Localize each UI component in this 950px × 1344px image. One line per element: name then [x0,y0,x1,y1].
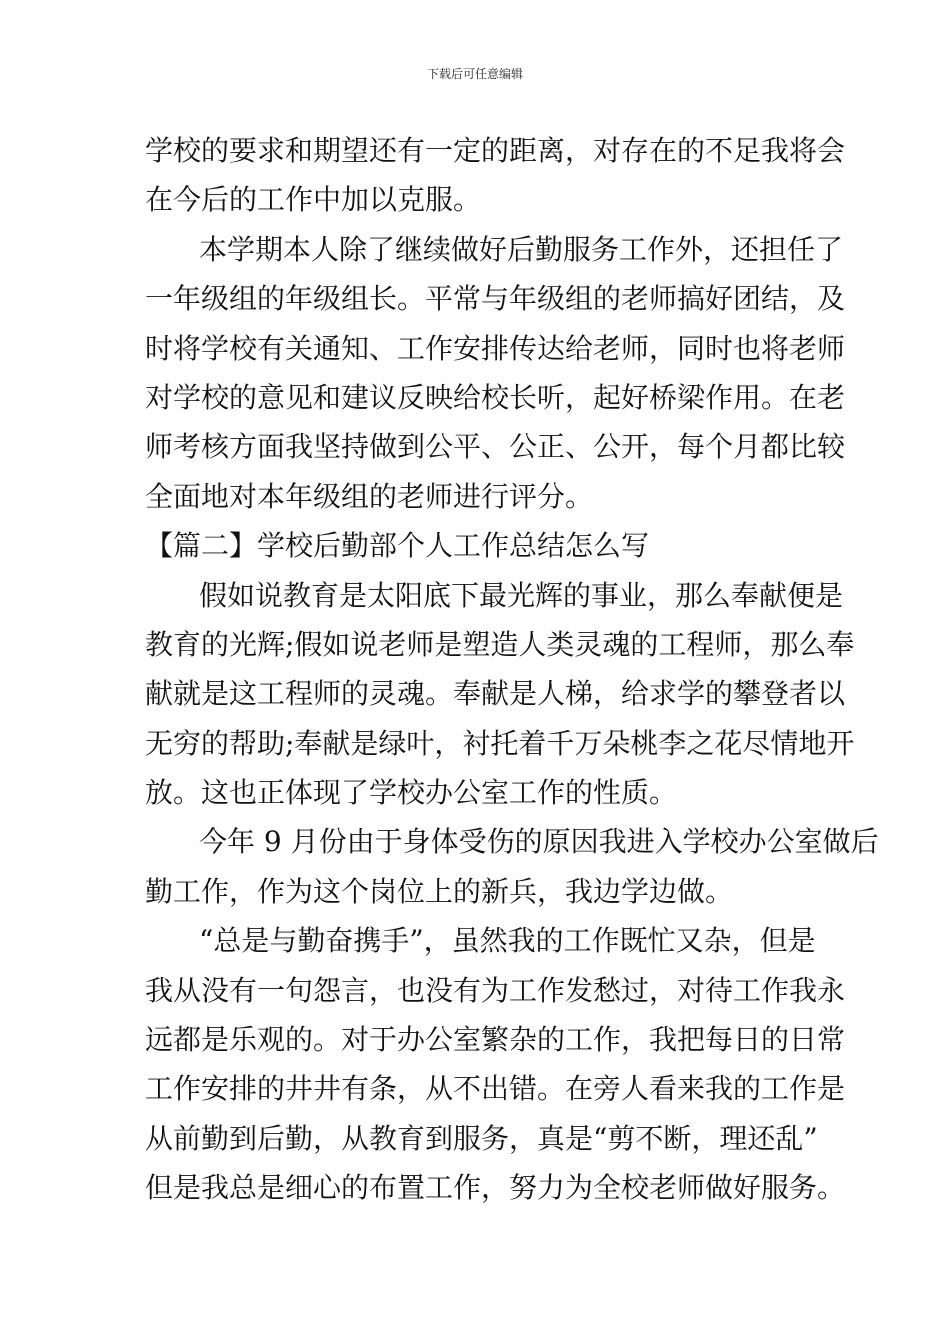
document-body [145,126,879,1213]
text-line: 远都是乐观的。对于办公室繁杂的工作，我把每日的日常 [145,1023,846,1057]
text-line: “总是与勤奋携手”，虽然我的工作既忙又杂，但是 [199,924,816,958]
text-line: 今年 9 月份由于身体受伤的原因我进入学校办公室做后 [199,825,879,859]
text-line: 无穷的帮助;奉献是绿叶，衬托着千万朵桃李之花尽情地开 [145,726,855,760]
text-line: 对学校的意见和建议反映给校长听，起好桥梁作用。在老 [145,380,846,414]
text-line: 教育的光辉;假如说老师是塑造人类灵魂的工程师，那么奉 [145,627,855,661]
page-header-note: 下载后可任意编辑 [426,67,523,81]
text-line: 一年级组的年级组长。平常与年级组的老师搞好团结，及 [145,282,846,316]
text-line: 【篇二】学校后勤部个人工作总结怎么写 [145,529,650,563]
text-line: 放。这也正体现了学校办公室工作的性质。 [145,776,678,810]
text-line: 工作安排的井井有条，从不出错。在旁人看来我的工作是 [145,1072,846,1106]
text-line: 我从没有一句怨言，也没有为工作发愁过，对待工作我永 [145,973,846,1007]
text-line: 时将学校有关通知、工作安排传达给老师，同时也将老师 [145,331,846,365]
text-line: 在今后的工作中加以克服。 [145,183,482,217]
text-line: 师考核方面我坚持做到公平、公正、公开，每个月都比较 [145,430,846,464]
text-line: 全面地对本年级组的老师进行评分。 [145,479,594,513]
text-line: 从前勤到后勤，从教育到服务，真是“剪不断，理还乱” [145,1121,818,1155]
text-line: 本学期本人除了继续做好后勤服务工作外，还担任了 [199,232,844,266]
text-line: 学校的要求和期望还有一定的距离，对存在的不足我将会 [145,134,846,167]
text-line: 勤工作，作为这个岗位上的新兵，我边学边做。 [145,874,734,908]
text-line: 献就是这工程师的灵魂。奉献是人梯，给求学的攀登者以 [145,677,846,711]
text-line: 假如说教育是太阳底下最光辉的事业，那么奉献便是 [199,578,844,612]
text-line: 但是我总是细心的布置工作，努力为全校老师做好服务。 [145,1171,846,1205]
